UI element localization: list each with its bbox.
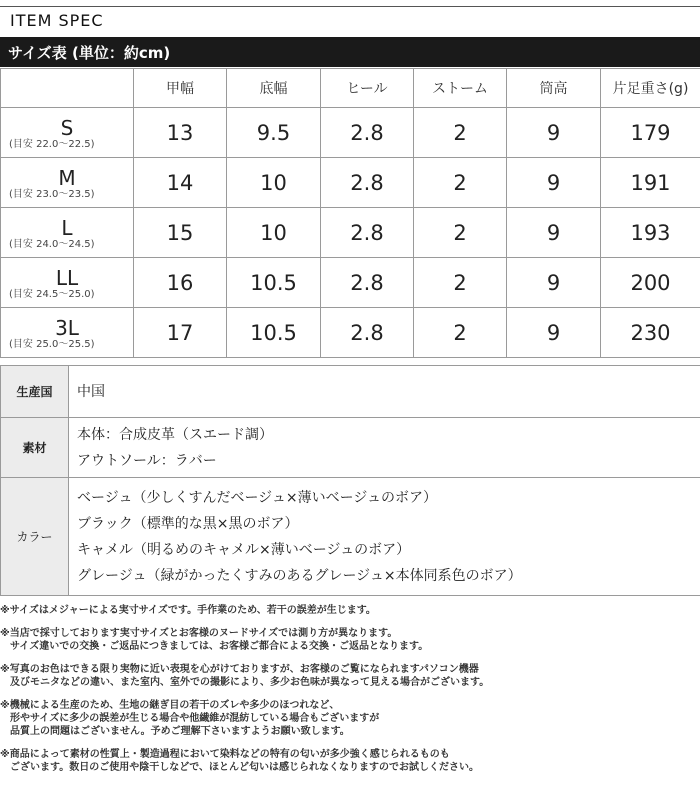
material-line: アウトソール：ラバー <box>77 452 217 469</box>
table-row <box>1 208 700 258</box>
size-name: S <box>60 115 74 140</box>
info-row-material <box>1 418 700 478</box>
size-guide: (目安 24.0～24.5) <box>9 238 95 250</box>
size-name: L <box>61 215 73 240</box>
info-value-origin: 中国 <box>69 366 700 418</box>
note-item <box>0 604 700 617</box>
item-spec-title: ITEM SPEC <box>10 11 104 30</box>
size-guide: (目安 24.5～25.0) <box>9 288 95 300</box>
size-table <box>0 68 700 358</box>
product-info-table <box>0 365 700 596</box>
table-cell: 2 <box>414 308 507 358</box>
column-header: 片足重さ(g) <box>601 69 700 108</box>
info-row-color <box>1 478 700 596</box>
color-line: キャメル（明るめのキャメル×薄いベージュのボア） <box>77 541 411 558</box>
note-item <box>0 748 700 774</box>
note-line: 形やサイズに多少の誤差が生じる場合や他繊維が混紡している場合もございますが <box>0 713 380 724</box>
note-item <box>0 663 700 689</box>
column-header: 筒高 <box>507 69 601 108</box>
table-cell: 2.8 <box>321 208 414 258</box>
table-row <box>1 108 700 158</box>
note-line: ※写真のお色はできる限り実物に近い表現を心がけておりますが、お客様のご覧になられますパソコン機器 <box>0 664 479 675</box>
size-guide: (目安 25.0～25.5) <box>9 338 95 350</box>
size-label-cell <box>1 108 134 158</box>
info-value-color <box>69 478 700 596</box>
table-cell: 9 <box>507 308 601 358</box>
table-cell: 14 <box>134 158 227 208</box>
table-cell: 10.5 <box>227 308 321 358</box>
info-label-origin: 生産国 <box>1 366 69 418</box>
note-line: 品質上の問題はございません。予めご理解下さいますようお願い致します。 <box>0 726 350 737</box>
table-cell: 9 <box>507 258 601 308</box>
color-line: ベージュ（少しくすんだベージュ×薄いベージュのボア） <box>77 489 438 506</box>
table-cell: 9.5 <box>227 108 321 158</box>
table-cell: 10.5 <box>227 258 321 308</box>
column-header: 甲幅 <box>134 69 227 108</box>
size-guide: (目安 23.0～23.5) <box>9 188 95 200</box>
table-cell: 16 <box>134 258 227 308</box>
note-line: ※当店で採寸しております実寸サイズとお客様のヌードサイズでは測り方が異なります。 <box>0 628 398 639</box>
size-table-heading-bar <box>0 37 700 67</box>
table-cell: 9 <box>507 158 601 208</box>
table-cell: 2 <box>414 158 507 208</box>
note-line: 及びモニタなどの違い、また室内、室外での撮影により、多少お色味が異なって見える場合がございます。 <box>0 677 490 688</box>
size-name: 3L <box>55 315 79 340</box>
table-cell: 9 <box>507 108 601 158</box>
column-header: ヒール <box>321 69 414 108</box>
table-cell: 10 <box>227 158 321 208</box>
column-header: ストーム <box>414 69 507 108</box>
table-cell: 179 <box>601 108 700 158</box>
size-label-cell <box>1 208 134 258</box>
table-cell: 2.8 <box>321 258 414 308</box>
size-guide: (目安 22.0～22.5) <box>9 138 95 150</box>
table-cell: 10 <box>227 208 321 258</box>
size-name: M <box>58 165 76 190</box>
column-header: 底幅 <box>227 69 321 108</box>
table-cell: 2.8 <box>321 308 414 358</box>
info-label-color: カラー <box>1 478 69 596</box>
note-line: ※サイズはメジャーによる実寸サイズです。手作業のため、若干の誤差が生じます。 <box>0 605 376 616</box>
table-cell: 191 <box>601 158 700 208</box>
info-label-material: 素材 <box>1 418 69 478</box>
table-cell: 2.8 <box>321 108 414 158</box>
table-cell: 2 <box>414 108 507 158</box>
color-line: ブラック（標準的な黒×黒のボア） <box>77 515 299 532</box>
table-cell: 17 <box>134 308 227 358</box>
table-row <box>1 258 700 308</box>
table-cell: 9 <box>507 208 601 258</box>
color-line: グレージュ（緑がかったくすみのあるグレージュ×本体同系色のボア） <box>77 567 522 584</box>
note-line: ※機械による生産のため、生地の継ぎ目の若干のズレや多少のほつれなど、 <box>0 700 340 711</box>
size-table-header-row <box>1 69 700 108</box>
size-label-cell <box>1 258 134 308</box>
size-name: LL <box>55 265 79 290</box>
size-table-heading: サイズ表 (単位：約cm) <box>8 44 171 62</box>
table-cell: 15 <box>134 208 227 258</box>
table-cell: 200 <box>601 258 700 308</box>
table-cell: 2 <box>414 208 507 258</box>
size-label-cell <box>1 158 134 208</box>
note-line: ございます。数日のご使用や陰干しなどで、ほとんど匂いは感じられなくなりますのでお試しください。 <box>0 762 479 773</box>
info-row-origin <box>1 366 700 418</box>
table-row <box>1 158 700 208</box>
table-cell: 13 <box>134 108 227 158</box>
table-row <box>1 308 700 358</box>
size-label-cell <box>1 308 134 358</box>
note-line: ※商品によって素材の性質上・製造過程において染料などの特有の匂いが多少強く感じられるものも <box>0 749 450 760</box>
table-cell: 230 <box>601 308 700 358</box>
size-table-corner <box>1 69 134 108</box>
info-value-material <box>69 418 700 478</box>
table-cell: 2.8 <box>321 158 414 208</box>
table-cell: 193 <box>601 208 700 258</box>
item-spec-title-bar <box>0 6 700 36</box>
note-item <box>0 627 700 653</box>
material-line: 本体：合成皮革（スエード調） <box>77 426 273 443</box>
table-cell: 2 <box>414 258 507 308</box>
note-item <box>0 699 700 738</box>
notes-section <box>0 604 700 784</box>
note-line: サイズ違いでの交換・ご返品につきましては、お客様ご都合による交換・ご返品となります。 <box>0 641 429 652</box>
